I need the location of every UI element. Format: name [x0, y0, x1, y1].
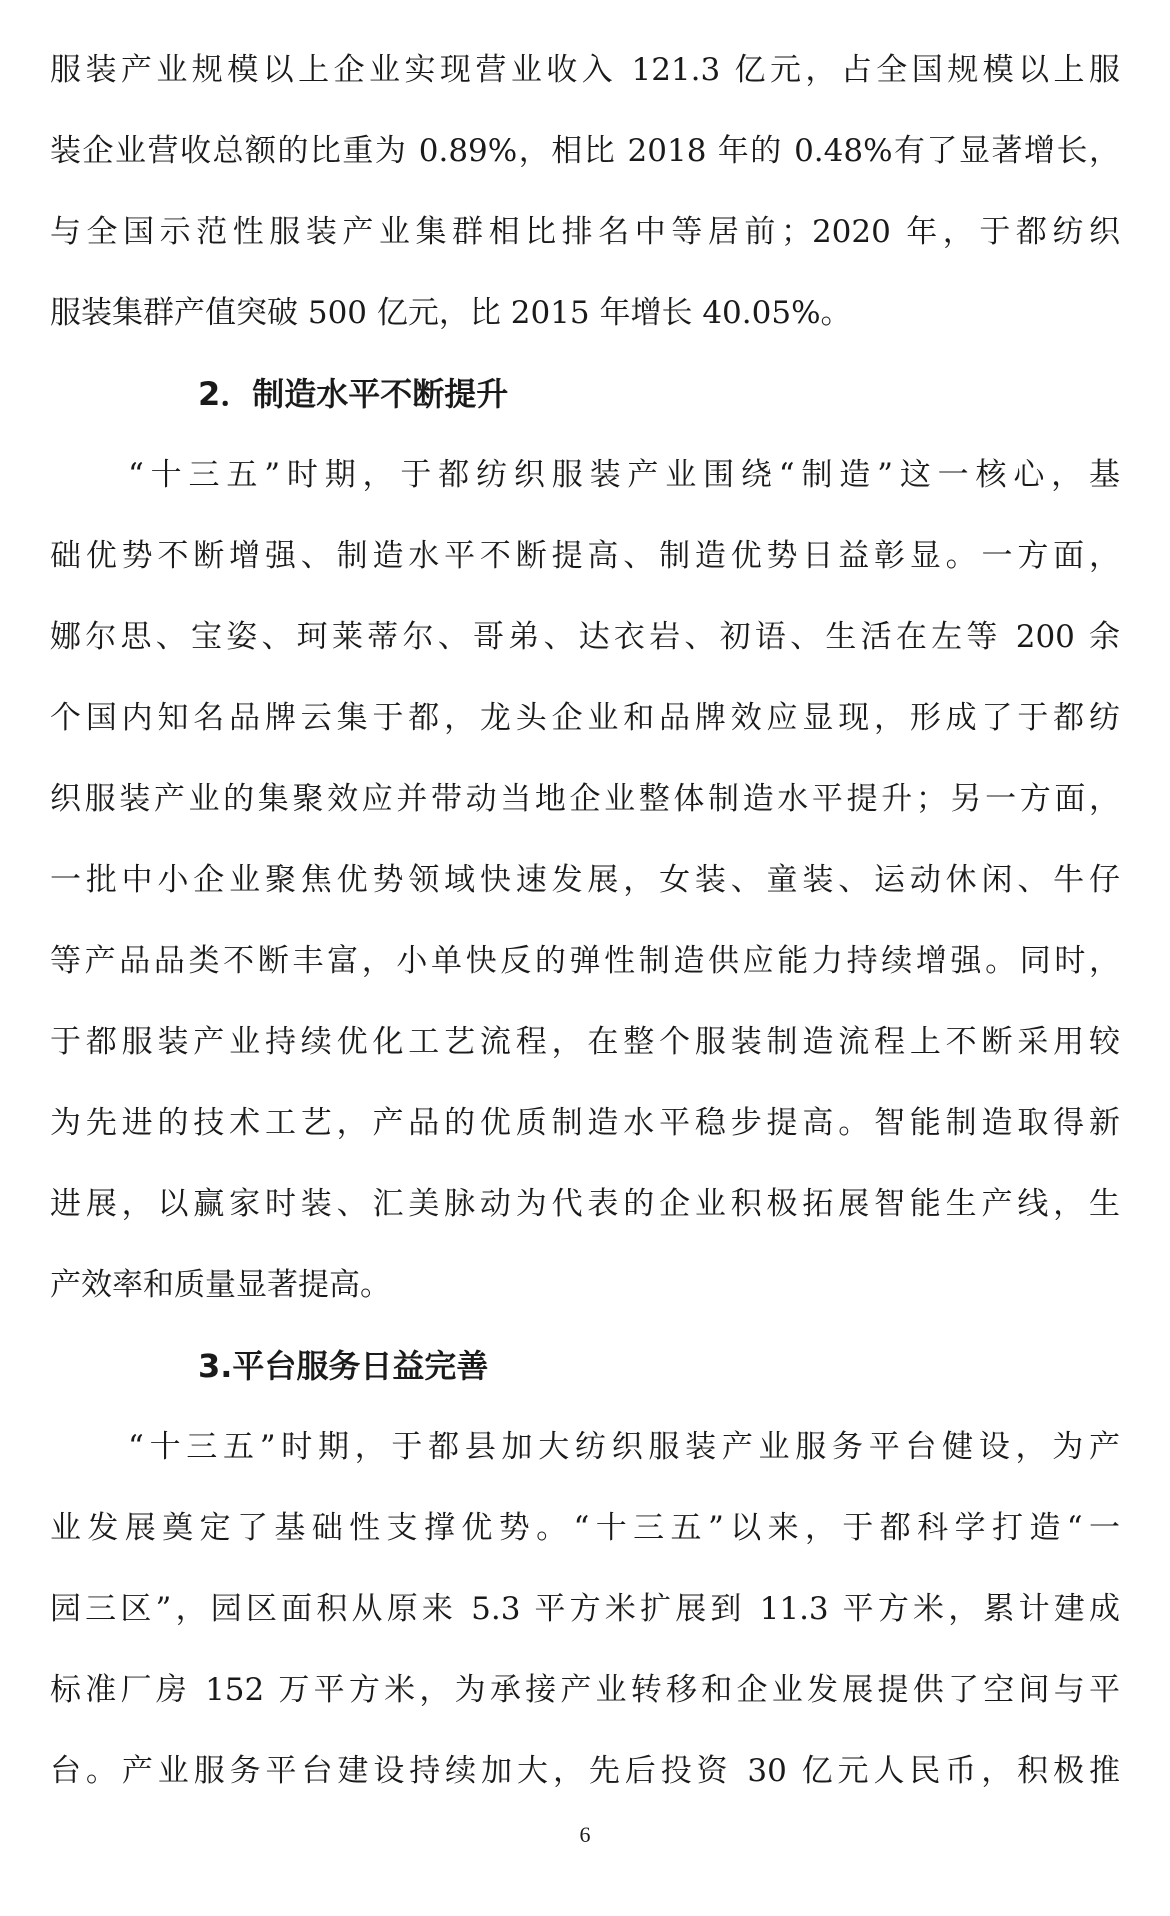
text-line: 于都服装产业持续优化工艺流程，在整个服装制造流程上不断采用较: [50, 1024, 1120, 1060]
text-line: 进展，以赢家时装、汇美脉动为代表的企业积极拓展智能生产线，生: [50, 1186, 1120, 1222]
text-line: 服装集群产值突破 500 亿元，比 2015 年增长 40.05%。: [50, 295, 852, 331]
section-heading-platform: 3.平台服务日益完善: [198, 1347, 489, 1385]
paragraph-revenue: [50, 30, 1120, 354]
text-line: 产效率和质量显著提高。: [50, 1267, 391, 1303]
text-line: 标准厂房 152 万平方米，为承接产业转移和企业发展提供了空间与平: [50, 1672, 1120, 1708]
text-line: 服装产业规模以上企业实现营业收入 121.3 亿元，占全国规模以上服: [50, 52, 1120, 88]
text-line: 础优势不断增强、制造水平不断提高、制造优势日益彰显。一方面，: [50, 538, 1120, 574]
text-line: 等产品品类不断丰富，小单快反的弹性制造供应能力持续增强。同时，: [50, 943, 1120, 979]
text-line: 与全国示范性服装产业集群相比排名中等居前；2020 年，于都纺织: [50, 214, 1120, 250]
text-line: 园三区”，园区面积从原来 5.3 平方米扩展到 11.3 平方米，累计建成: [50, 1591, 1120, 1627]
text-line: 个国内知名品牌云集于都，龙头企业和品牌效应显现，形成了于都纺: [50, 700, 1120, 736]
text-line: 织服装产业的集聚效应并带动当地企业整体制造水平提升；另一方面，: [50, 781, 1120, 817]
document-body: [50, 30, 1120, 1812]
paragraph-manufacturing: [50, 435, 1120, 1326]
text-line: 娜尔思、宝姿、珂莱蒂尔、哥弟、达衣岩、初语、生活在左等 200 余: [50, 619, 1120, 655]
section-heading-manufacturing: 2．制造水平不断提升: [198, 375, 509, 413]
text-line: 装企业营收总额的比重为 0.89%，相比 2018 年的 0.48%有了显著增长，: [50, 133, 1120, 169]
paragraph-platform: [50, 1407, 1120, 1812]
text-line: 为先进的技术工艺，产品的优质制造水平稳步提高。智能制造取得新: [50, 1105, 1120, 1141]
text-line: “十三五”时期，于都县加大纺织服装产业服务平台健设，为产: [128, 1429, 1120, 1465]
page-number: 6: [579, 1822, 591, 1847]
text-line: 台。产业服务平台建设持续加大，先后投资 30 亿元人民币，积极推: [50, 1753, 1120, 1789]
text-line: 一批中小企业聚焦优势领域快速发展，女装、童装、运动休闲、牛仔: [50, 862, 1120, 898]
text-line: “十三五”时期，于都纺织服装产业围绕“制造”这一核心，基: [128, 457, 1120, 493]
text-line: 业发展奠定了基础性支撑优势。“十三五”以来，于都科学打造“一: [50, 1510, 1120, 1546]
